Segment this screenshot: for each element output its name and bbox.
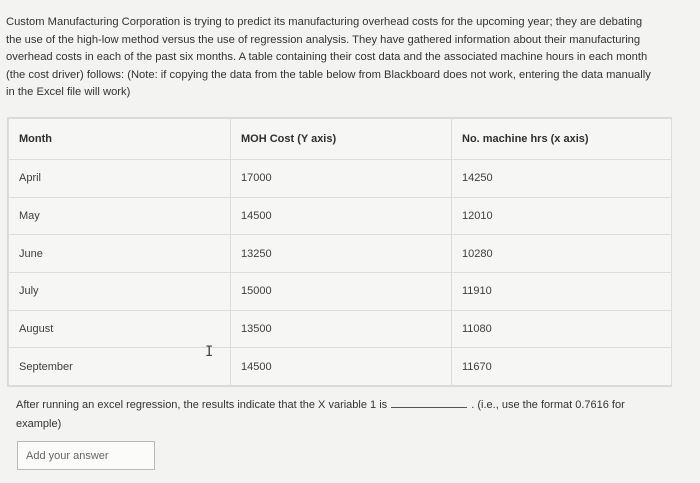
cell-moh-cost: 14500 xyxy=(231,197,452,235)
cell-month: June xyxy=(9,235,231,273)
prompt-line: overhead costs in each of the past six months. A table containing their cost data and the associated machine hours in each month xyxy=(6,51,648,64)
cell-machine-hours: 11910 xyxy=(452,272,672,310)
cell-month: May xyxy=(9,197,231,235)
question-text xyxy=(16,396,656,434)
cell-machine-hours: 11080 xyxy=(452,310,672,348)
question-text-before: After running an excel regression, the results indicate that the X variable 1 is xyxy=(16,399,388,411)
question-prompt xyxy=(6,14,674,102)
table-row xyxy=(9,310,672,348)
cell-moh-cost: 13500 xyxy=(231,310,452,348)
cell-moh-cost: 15000 xyxy=(231,272,452,310)
data-table xyxy=(7,117,672,387)
cell-month: September xyxy=(9,348,231,386)
text-cursor-icon: I xyxy=(205,344,214,360)
column-header-machine-hours: No. machine hrs (x axis) xyxy=(452,119,672,160)
prompt-line: in the Excel file will work) xyxy=(6,86,131,99)
cell-machine-hours: 10280 xyxy=(452,235,672,273)
cell-month: April xyxy=(9,160,231,198)
table-row xyxy=(9,197,672,235)
cell-moh-cost: 14500 xyxy=(231,348,452,386)
table-row xyxy=(9,160,672,198)
prompt-line: the use of the high-low method versus the use of regression analysis. They have gathered information about their manufacturing xyxy=(6,33,641,46)
cell-month: August xyxy=(9,310,231,348)
table-header-row xyxy=(9,119,672,160)
table-row xyxy=(9,235,672,273)
cell-machine-hours: 12010 xyxy=(452,197,672,235)
question-text-after: . (i.e., use the format 0.7616 for example) xyxy=(16,399,625,430)
table-row xyxy=(9,272,672,310)
answer-blank xyxy=(391,397,467,408)
cell-moh-cost: 17000 xyxy=(231,160,452,198)
cell-machine-hours: 14250 xyxy=(452,160,672,198)
column-header-month: Month xyxy=(9,119,231,160)
column-header-moh-cost: MOH Cost (Y axis) xyxy=(231,119,452,160)
cell-machine-hours: 11670 xyxy=(452,348,672,386)
answer-input[interactable] xyxy=(17,441,155,470)
prompt-line: Custom Manufacturing Corporation is trying to predict its manufacturing overhead costs for the upcoming year; they are debating xyxy=(6,16,643,28)
cell-moh-cost: 13250 xyxy=(231,235,452,273)
cell-month: July xyxy=(9,272,231,310)
prompt-line: (the cost driver) follows: (Note: if copying the data from the table below from Blackboard does not work, entering the data manually xyxy=(6,68,651,81)
table-row xyxy=(9,348,672,386)
